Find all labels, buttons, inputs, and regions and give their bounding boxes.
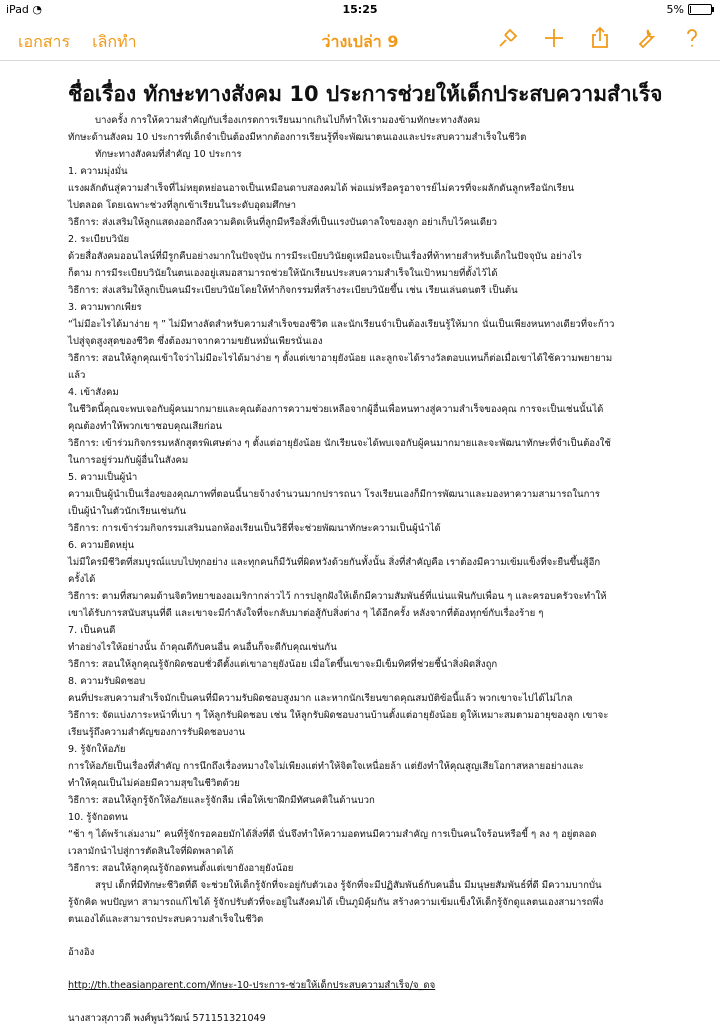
reference-label: อ้างอิง [68, 947, 95, 958]
wifi-icon: ◔ [32, 3, 43, 16]
share-icon[interactable] [588, 26, 612, 50]
text-line: วิธีการ: จัดแบ่งภาระหน้าที่เบา ๆ ให้ลูกรับผิดชอบ เช่น ให้ลูกรับผิดชอบงานบ้านตั้งแต่อายุยังน้อย ดูให้เหมาะสมตามอายุของลูก เขาจะ [68, 710, 609, 721]
format-brush-icon[interactable] [496, 26, 520, 50]
text-line: วิธีการ: เข้าร่วมกิจกรรมหลักสูตรพิเศษต่าง ๆ ตั้งแต่อายุยังน้อย นักเรียนจะได้พบเจอกับผู้คนมากมายและจะพัฒนาทักษะที่จำเป็นต้องใช้ [68, 438, 611, 449]
text-line: “ไม่มีอะไรได้มาง่าย ๆ ” ไม่มีทางลัดสำหรับความสำเร็จของชีวิต และนักเรียนจำเป็นต้องเรียนรู้ให้มาก นั่นเป็นเพียงหนทางเดียวที่จะก้าว [68, 319, 615, 330]
text-line: วิธีการ: ส่งเสริมให้ลูกแสดงออกถึงความคิดเห็นที่ลูกมีหรือสิ่งที่เป็นแรงบันดาลใจของลูก อย่าเก็บไว้คนเดียว [68, 217, 498, 228]
text-line: แรงผลักดันสู่ความสำเร็จที่ไม่หยุดหย่อนอาจเป็นเหมือนดาบสองคมได้ พ่อแม่หรือครูอาจารย์ไม่ควรที่จะผลักดันลูกหรือนักเรียน [68, 183, 575, 194]
undo-button[interactable]: เลิกทำ [92, 32, 137, 51]
text-line: เรียนรู้ถึงความสำคัญของการรับผิดชอบงาน [68, 727, 246, 738]
paragraph-list [68, 112, 668, 928]
text-line: ตนเองได้และสามารถประสบความสำเร็จในชีวิต [68, 914, 264, 925]
text-line: 4. เข้าสังคม [68, 387, 119, 398]
text-line: วิธีการ: ตามที่สมาคมด้านจิตวิทยาของอเมริกากล่าวไว้ การปลูกฝังให้เด็กมีความสัมพันธ์ที่แน่นแฟ้นกับเพื่อน ๆ และครอบครัวจะทำให้ [68, 591, 607, 602]
text-line: ทักษะด้านสังคม 10 ประการที่เด็กจำเป็นต้องมีหากต้องการเรียนรู้ที่จะพัฒนาตนเองและประสบความสำเร็จในชีวิต [68, 132, 527, 143]
text-line: 10. รู้จักอดทน [68, 812, 128, 823]
page-title: ชื่อเรื่อง ทักษะทางสังคม 10 ประการช่วยให้เด็กประสบความสำเร็จ [68, 82, 663, 106]
text-line: 6. ความยืดหยุ่น [68, 540, 135, 551]
text-line: วิธีการ: การเข้าร่วมกิจกรรมเสริมนอกห้องเรียนเป็นวิธีที่จะช่วยพัฒนาทักษะความเป็นผู้นำได้ [68, 523, 441, 534]
text-line: ก็ตาม การมีระเบียบวินัยในตนเองอยู่เสมอสามารถช่วยให้นักเรียนประสบความสำเร็จในเป้าหมายที่ตั้งไว้ได้ [68, 268, 498, 279]
text-line: 3. ความพากเพียร [68, 302, 142, 313]
text-line: ทักษะทางสังคมที่สำคัญ 10 ประการ [95, 149, 242, 160]
text-line: ด้วยสื่อสังคมออนไลน์ที่มีรูกคืบอย่างมากในปัจจุบัน การมีระเบียบวินัยดูเหมือนจะเป็นเรื่องที่ท้าทายสำหรับเด็กในปัจจุบัน อย่างไร [68, 251, 582, 262]
documents-button[interactable]: เอกสาร [18, 32, 71, 51]
text-line: วิธีการ: สอนให้ลูกคุณรู้จักผิดชอบชั่วดีตั้งแต่เขาอายุยังน้อย เมื่อโตขึ้นเขาจะมีเข็มทิศที่ช่วยชี้นำสิ่งผิดสิ่งถูก [68, 659, 498, 670]
text-line: 5. ความเป็นผู้นำ [68, 472, 138, 483]
text-line: ทำให้คุณเป็นไม่ค่อยมีความสุขในชีวิตด้วย [68, 778, 240, 789]
device-label: iPad ◔ [6, 3, 43, 16]
battery-level [690, 6, 691, 13]
clock: 15:25 [342, 3, 378, 16]
text-line: แล้ว [68, 370, 86, 381]
text-line: คนที่ประสบความสำเร็จมักเป็นคนที่มีความรับผิดชอบสูงมาก และหากนักเรียนขาดคุณสมบัติข้อนี้แล้ว พวกเขาจะไปได้ไม่ไกล [68, 693, 573, 704]
text-line: 7. เป็นคนดี [68, 625, 116, 636]
text-line: วิธีการ: ส่งเสริมให้ลูกเป็นคนมีระเบียบวินัยโดยให้ทำกิจกรรมที่สร้างระเบียบวินัยขึ้น เช่น เรียนเล่นดนตรี เป็นต้น [68, 285, 518, 296]
text-line: 2. ระเบียบวินัย [68, 234, 130, 245]
text-line: เขาได้รับการสนับสนุนที่ดี และเขาจะมีกำลังใจที่จะกลับมาต่อสู้กับสิ่งต่าง ๆ ได้อีกครั้ง หลังจากที่ต้องทุกข์กับเรื่องร้าย ๆ [68, 608, 544, 619]
battery-percent: 5% [666, 3, 684, 16]
text-line: ทำอย่างไรให้อย่างนั้น ถ้าคุณดีกับคนอื่น คนอื่นก็จะดีกับคุณเช่นกัน [68, 642, 337, 653]
document-body[interactable] [68, 78, 668, 1027]
text-line: ครั้งได้ [68, 574, 96, 585]
text-line: การให้อภัยเป็นเรื่องที่สำคัญ การนึกถึงเรื่องหมางใจไม่เพียงแต่ทำให้จิตใจเหนื่อยล้า แต่ยังทำให้คุณสูญเสียโอกาสหลายอย่างและ [68, 761, 584, 772]
battery-icon [688, 4, 712, 15]
author-line: นางสาวสุภาวดี พงศ์พูนวิวัฒน์ 571151321049 [68, 1013, 266, 1024]
text-line: ความเป็นผู้นำเป็นเรื่องของคุณภาพที่ตอนนี้นายจ้างจำนวนมากปรารถนา โรงเรียนเองก็มีการพัฒนาและมองหาความสามารถในการ [68, 489, 600, 500]
text-line: เวลามักนำไปสู่การตัดสินใจที่ผิดพลาดได้ [68, 846, 234, 857]
text-line: วิธีการ: สอนให้ลูกคุณรู้จักอดทนตั้งแต่เขายังอายุยังน้อย [68, 863, 294, 874]
text-line: ในการอยู่ร่วมกับผู้อื่นในสังคม [68, 455, 189, 466]
help-icon[interactable] [680, 26, 704, 50]
text-line: รู้จักคิด พบปัญหา สามารถแก้ไขได้ รู้จักปรับตัวที่จะอยู่ในสังคมได้ เป็นภูมิคุ้มกัน สร้างความเข้มแข็งให้เด็กรู้จักดูแลตนเองสามารถพึ่ง [68, 897, 604, 908]
text-line: ไปสู่จุดสูงสุดของชีวิต ซึ่งต้องมาจากความขยันหมั่นเพียรนั่นเอง [68, 336, 323, 347]
text-line: “ช้า ๆ ได้พร้าเล่มงาม” คนที่รู้จักรอคอยมักได้สิ่งที่ดี นั่นจึงทำให้ความอดทนมีความสำคัญ การเป็นคนใจร้อนหรือขี้ ๆ ลง ๆ อยู่ตลอด [68, 829, 597, 840]
text-line: ไม่มีใครมีชีวิตที่สมบูรณ์แบบไปทุกอย่าง และทุกคนก็มีวันที่ผิดหวังด้วยกันทั้งนั้น สิ่งที่สำคัญคือ เราต้องมีความเข้มแข็งที่จะยืนขึ้นสู้อีก [68, 557, 601, 568]
text-line: บางครั้ง การให้ความสำคัญกับเรื่องเกรดการเรียนมากเกินไปก็ทำให้เรามองข้ามทักษะทางสังคม [95, 115, 481, 126]
text-line: วิธีการ: สอนให้ลูกรู้จักให้อภัยและรู้จักลืม เพื่อให้เขาฝึกมีทัศนคติในด้านบวก [68, 795, 375, 806]
wrench-icon[interactable] [634, 26, 658, 50]
status-bar [0, 0, 720, 20]
app-toolbar [0, 20, 720, 61]
text-line: 8. ความรับผิดชอบ [68, 676, 146, 687]
add-icon[interactable] [542, 26, 566, 50]
reference-link[interactable]: http://th.theasianparent.com/ทักษะ-10-ประการ-ช่วยให้เด็กประสบความสำเร็จ/จ_ดจ [68, 980, 436, 991]
document-title[interactable]: ว่างเปล่า 9 [321, 32, 399, 51]
battery-indicator [667, 3, 712, 16]
text-line: 1. ความมุ่งมั่น [68, 166, 128, 177]
text-line: คุณต้องทำให้พวกเขาชอบคุณเสียก่อน [68, 421, 223, 432]
text-line: ในชีวิตนี้คุณจะพบเจอกับผู้คนมากมายและคุณต้องการความช่วยเหลือจากผู้อื่นเพื่อหนทางสู่ความสำเร็จของคุณ การจะเป็นเช่นนั้นได้ [68, 404, 604, 415]
text-line: 9. รู้จักให้อภัย [68, 744, 126, 755]
text-line: เป็นผู้นำในตัวนักเรียนเช่นกัน [68, 506, 187, 517]
text-line: วิธีการ: สอนให้ลูกคุณเข้าใจว่าไม่มีอะไรได้มาง่าย ๆ ตั้งแต่เขาอายุยังน้อย และลูกจะได้รางวัลตอบแทนก็ต่อเมื่อเขาได้ใช้ความพยายาม [68, 353, 613, 364]
text-line: ไปตลอด โดยเฉพาะช่วงที่ลูกเข้าเรียนในระดับอุดมศึกษา [68, 200, 296, 211]
text-line: สรุป เด็กที่มีทักษะชีวิตที่ดี จะช่วยให้เด็กรู้จักที่จะอยู่กับตัวเอง รู้จักที่จะมีปฏิสัมพันธ์กับคนอื่น มีมนุษยสัมพันธ์ที่ดี มีความบากบั่น [95, 880, 602, 891]
